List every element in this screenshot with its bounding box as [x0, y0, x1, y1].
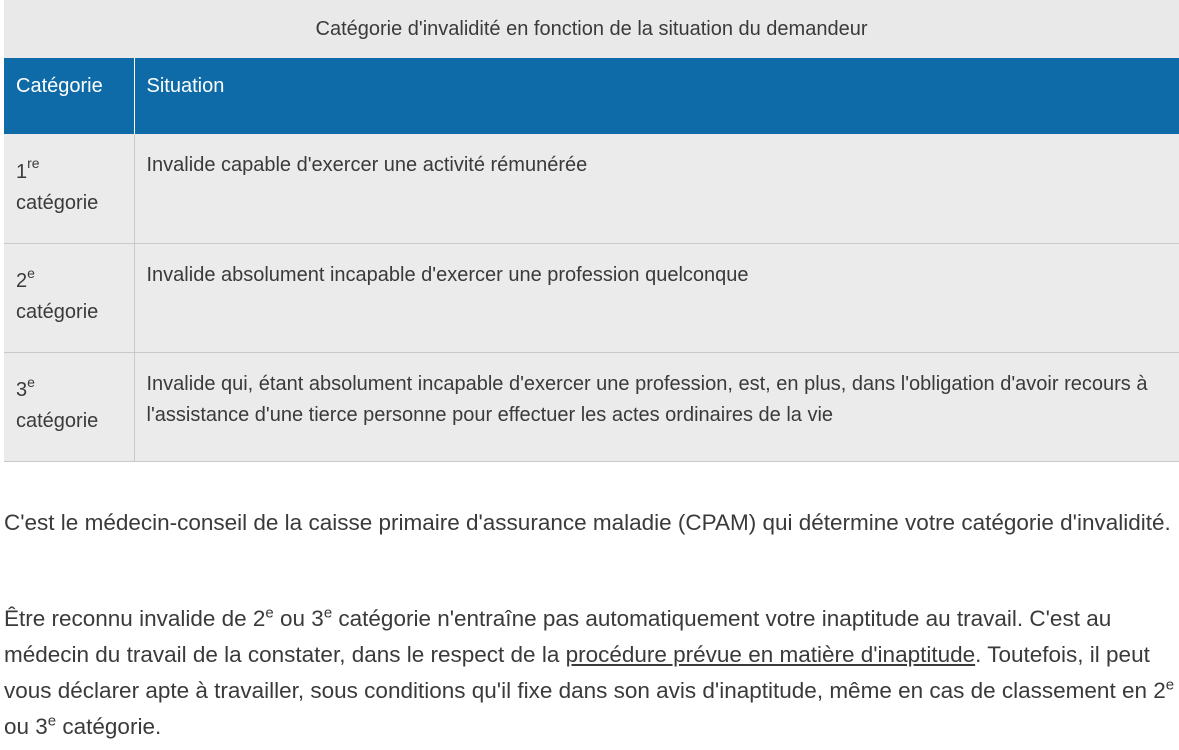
category-ordinal: e [27, 264, 35, 281]
ordinal-sup: e [323, 604, 333, 622]
situation-cell: Invalide qui, étant absolument incapable d'exercer une profession, est, en plus, dans l'obligation d'avoir recours à l'assistance d'une tierce personne pour effectuer les actes ordinaires de la vie [134, 352, 1179, 461]
situation-cell: Invalide absolument incapable d'exercer une profession quelconque [134, 243, 1179, 352]
category-ordinal: e [27, 373, 35, 390]
header-categorie: Catégorie [4, 58, 134, 134]
category-number: 2 [16, 270, 28, 293]
ordinal-sup: e [265, 604, 274, 622]
ordinal-sup: e [1165, 676, 1175, 694]
text-segment: . Toutefois, il peut vous déclarer apte à travailler, sous conditions qu'il fixe dans son avis d'inaptitude, même en cas de classement en 2 [4, 642, 1166, 703]
table-row [4, 134, 1179, 243]
category-word: catégorie [16, 301, 99, 324]
inaptitude-procedure-link[interactable]: procédure prévue en matière d'inaptitude [565, 642, 976, 667]
category-cell [4, 352, 134, 461]
ordinal-sup: e [47, 712, 57, 730]
header-situation: Situation [134, 58, 1179, 134]
category-number: 1 [16, 160, 28, 183]
text-segment: Être reconnu invalide de 2 [4, 606, 266, 631]
text-segment: ou 3 [4, 714, 48, 739]
text-segment: catégorie. [56, 714, 162, 739]
text-segment: ou 3 [273, 606, 324, 631]
category-ordinal: re [27, 155, 40, 171]
invalidity-category-table [4, 0, 1179, 462]
category-word: catégorie [16, 191, 99, 214]
table-header-row [4, 58, 1179, 134]
table-row [4, 352, 1179, 461]
situation-cell: Invalide capable d'exercer une activité rémunérée [134, 134, 1179, 243]
category-cell [4, 134, 134, 243]
inaptitude-paragraph [4, 601, 1179, 745]
category-number: 3 [16, 379, 28, 402]
category-word: catégorie [16, 410, 99, 433]
table-caption: Catégorie d'invalidité en fonction de la situation du demandeur [4, 0, 1179, 58]
cpam-paragraph: C'est le médecin-conseil de la caisse primaire d'assurance maladie (CPAM) qui détermine votre catégorie d'invalidité. [4, 510, 1171, 535]
category-cell [4, 243, 134, 352]
table-row [4, 243, 1179, 352]
text-segment: catégorie n'entraîne pas automatiquement votre inaptitude au travail. C'est au médecin du travail de la constater, dans le respect de la [4, 606, 1112, 667]
